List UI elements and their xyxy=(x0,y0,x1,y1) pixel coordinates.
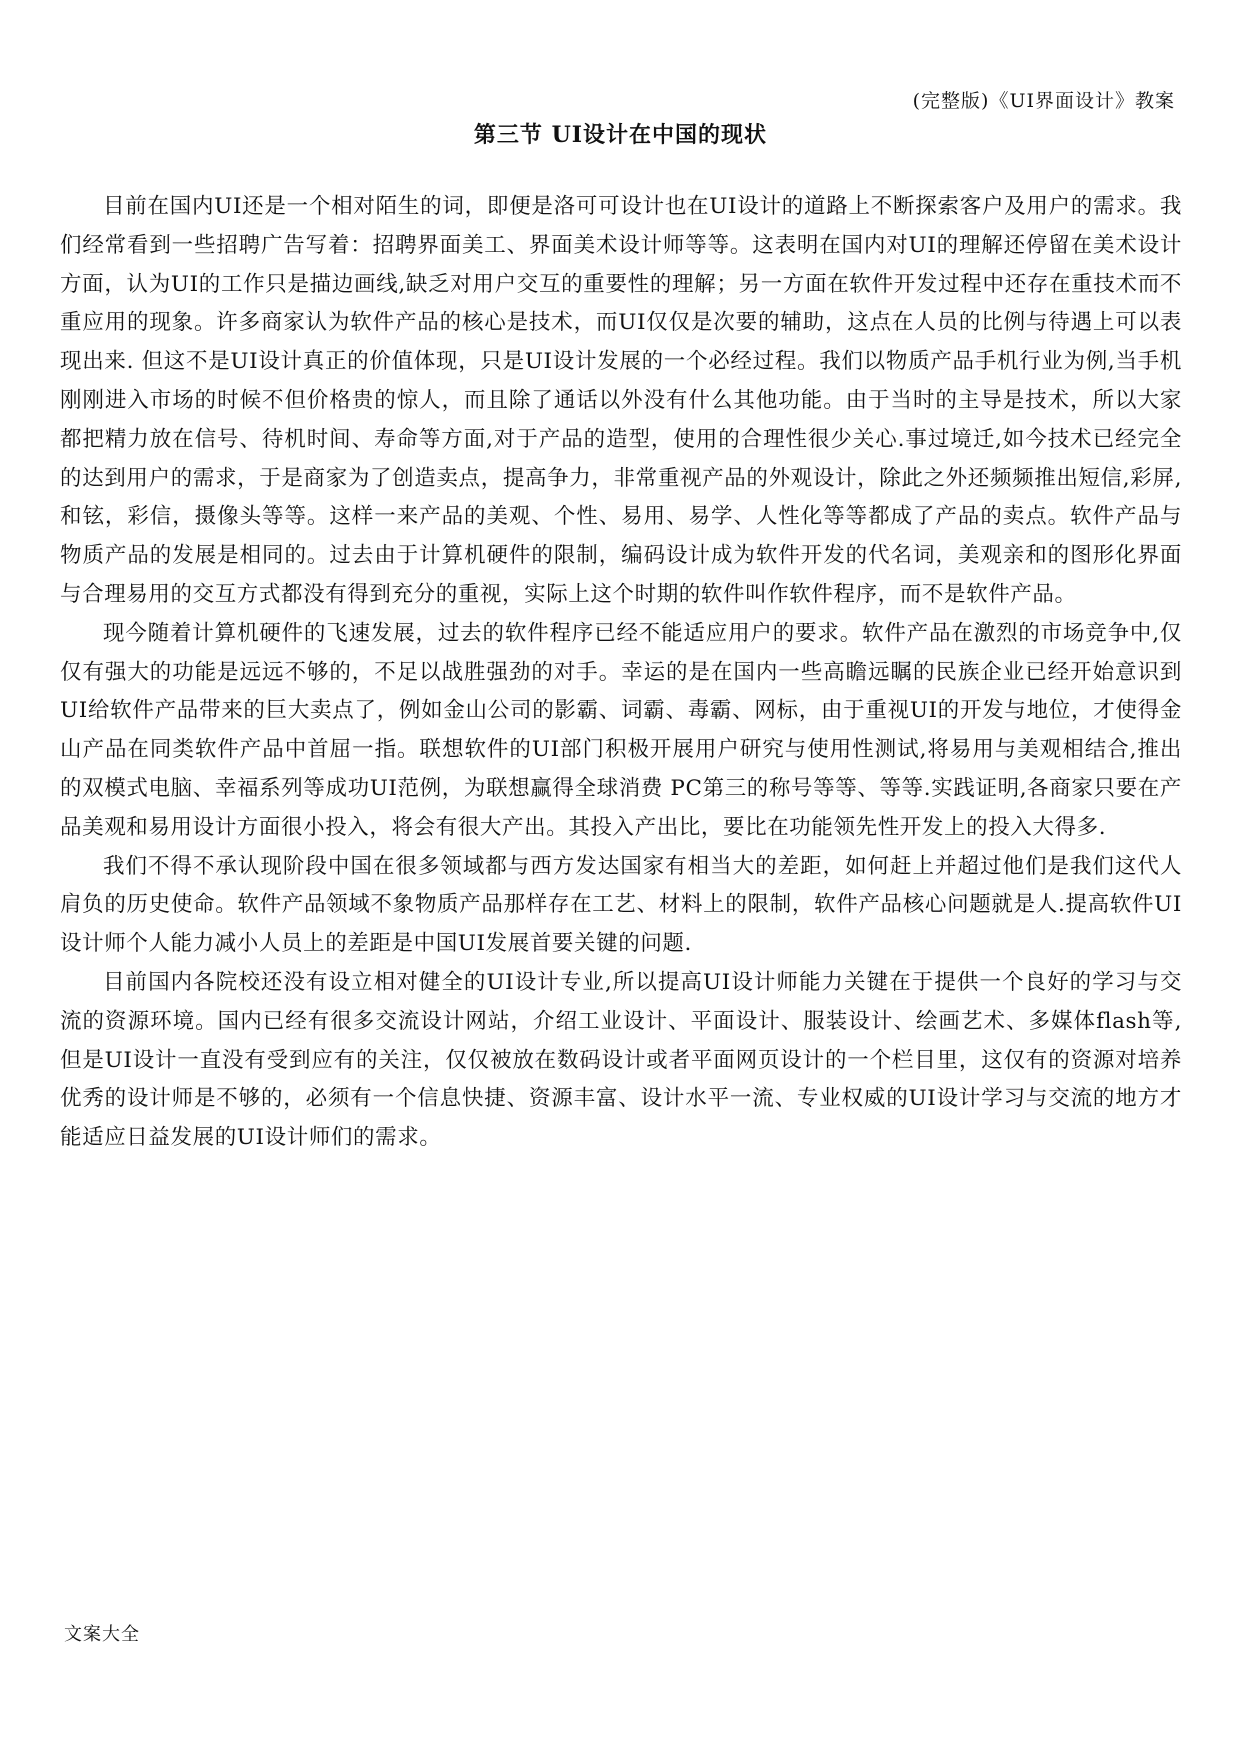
body-text xyxy=(60,188,1182,1158)
paragraph-2: 现今随着计算机硬件的飞速发展，过去的软件程序已经不能适应用户的要求。软件产品在激烈的市场竞争中,仅仅有强大的功能是远远不够的，不足以战胜强劲的对手。幸运的是在国内一些高瞻远瞩的民族企业已经开始意识到UI给软件产品带来的巨大卖点了，例如金山公司的影霸、词霸、毒霸、网标，由于重视UI的开发与地位，才使得金山产品在同类软件产品中首屈一指。联想软件的UI部门积极开展用户研究与使用性测试,将易用与美观相结合,推出的双模式电脑、幸福系列等成功UI范例，为联想赢得全球消费 PC第三的称号等等、等等.实践证明,各商家只要在产品美观和易用设计方面很小投入，将会有很大产出。其投入产出比，要比在功能领先性开发上的投入大得多. xyxy=(60,620,1182,840)
paragraph-1: 目前在国内UI还是一个相对陌生的词，即便是洛可可设计也在UI设计的道路上不断探索客户及用户的需求。我们经常看到一些招聘广告写着：招聘界面美工、界面美术设计师等等。这表明在国内对UI的理解还停留在美术设计方面，认为UI的工作只是描边画线,缺乏对用户交互的重要性的理解；另一方面在软件开发过程中还存在重技术而不重应用的现象。许多商家认为软件产品的核心是技术，而UI仅仅是次要的辅助，这点在人员的比例与待遇上可以表现出来. 但这不是UI设计真正的价值体现，只是UI设计发展的一个必经过程。我们以物质产品手机行业为例,当手机刚刚进入市场的时候不但价格贵的惊人，而且除了通话以外没有什么其他功能。由于当时的主导是技术，所以大家都把精力放在信号、待机时间、寿命等方面,对于产品的造型，使用的合理性很少关心.事过境迁,如今技术已经完全的达到用户的需求，于是商家为了创造卖点，提高争力，非常重视产品的外观设计，除此之外还频频推出短信,彩屏,和铉，彩信，摄像头等等。这样一来产品的美观、个性、易用、易学、人性化等等都成了产品的卖点。软件产品与物质产品的发展是相同的。过去由于计算机硬件的限制，编码设计成为软件开发的代名词，美观亲和的图形化界面与合理易用的交互方式都没有得到充分的重视，实际上这个时期的软件叫作软件程序，而不是软件产品。 xyxy=(60,194,1182,607)
page-header: (完整版)《UI界面设计》教案 xyxy=(912,90,1175,112)
page-footer: 文案大全 xyxy=(64,1624,140,1645)
paragraph-4: 目前国内各院校还没有设立相对健全的UI设计专业,所以提高UI设计师能力关键在于提供一个良好的学习与交流的资源环境。国内已经有很多交流设计网站，介绍工业设计、平面设计、服装设计、绘画艺术、多媒体flash等,但是UI设计一直没有受到应有的关注，仅仅被放在数码设计或者平面网页设计的一个栏目里，这仅有的资源对培养优秀的设计师是不够的，必须有一个信息快捷、资源丰富、设计水平一流、专业权威的UI设计学习与交流的地方才能适应日益发展的UI设计师们的需求。 xyxy=(60,969,1182,1151)
paragraph-3: 我们不得不承认现阶段中国在很多领域都与西方发达国家有相当大的差距，如何赶上并超过他们是我们这代人肩负的历史使命。软件产品领域不象物质产品那样存在工艺、材料上的限制，软件产品核心问题就是人.提高软件UI设计师个人能力减小人员上的差距是中国UI发展首要关键的问题. xyxy=(60,853,1182,957)
section-title: 第三节 UI设计在中国的现状 xyxy=(473,122,768,148)
